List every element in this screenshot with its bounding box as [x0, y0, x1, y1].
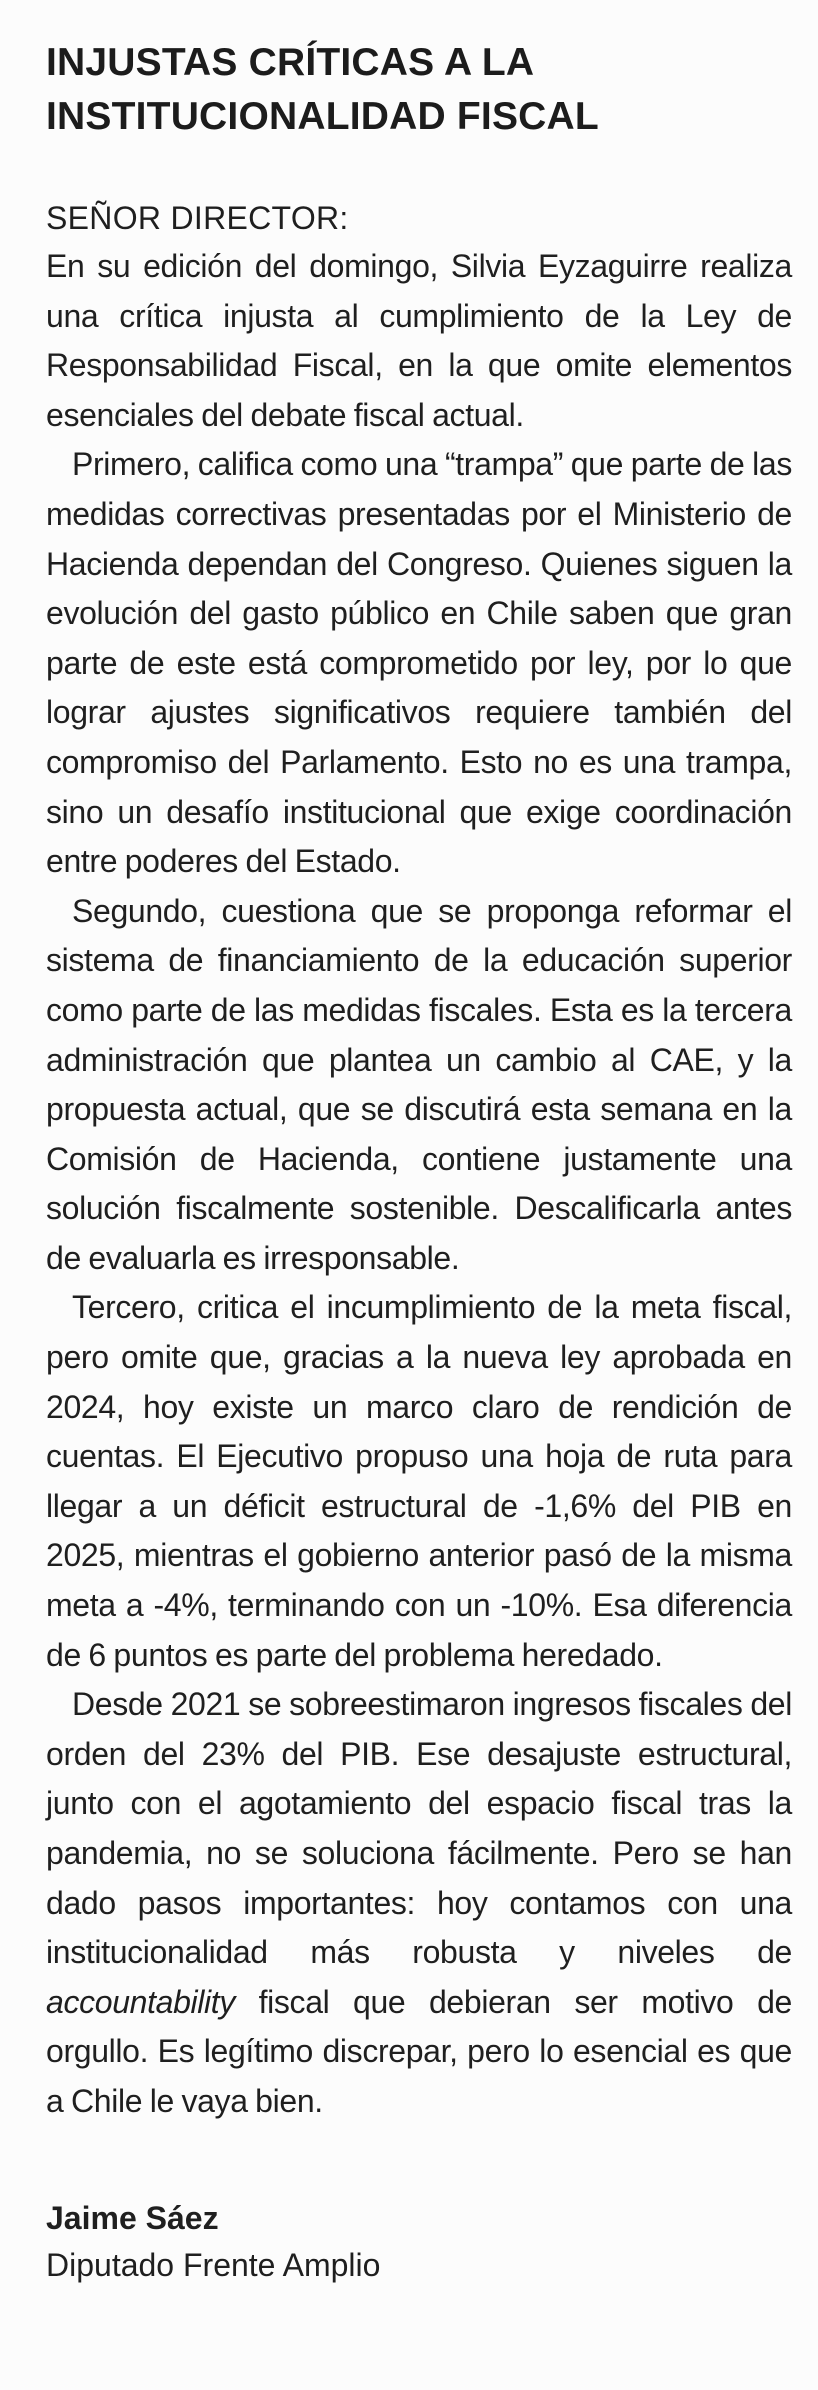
author-name: Jaime Sáez [46, 2199, 219, 2236]
headline-line-2: INSTITUCIONALIDAD FISCAL [46, 95, 599, 138]
paragraph-5-text-b: fiscal que debieran ser motivo de orgullo. Es legítimo discrepar, pero lo esencial es que a Chile le vaya bien. [46, 1983, 792, 2119]
paragraph-5 [46, 1680, 792, 2126]
salutation: SEÑOR DIRECTOR: [46, 200, 349, 236]
headline-line-1: INJUSTAS CRÍTICAS A LA [46, 41, 535, 84]
paragraph-5-text-a: Desde 2021 se sobreestimaron ingresos fiscales del orden del 23% del PIB. Ese desajuste estructural, junto con el agotamiento del espacio fiscal tras la pandemia, no se soluciona fácilmente. Pero se han dado pasos importantes: hoy contamos con una institucionalidad más robusta y niveles de [46, 1686, 792, 1971]
headline [46, 36, 792, 144]
paragraph-3: Segundo, cuestiona que se proponga reformar el sistema de financiamiento de la educación superior como parte de las medidas fiscales. Esta es la tercera administración que plantea un cambio al CAE, y la propuesta actual, que se discutirá esta semana en la Comisión de Hacienda, contiene justamente una solución fiscalmente sostenible. Descalificarla antes de evaluarla es irresponsable. [46, 892, 792, 1276]
paragraph-2: Primero, califica como una “trampa” que parte de las medidas correctivas presentadas por el Ministerio de Hacienda dependan del Congreso. Quienes siguen la evolución del gasto público en Chile saben que gran parte de este está comprometido por ley, por lo que lograr ajustes significativos requiere también del compromiso del Parlamento. Esto no es una trampa, sino un desafío institucional que exige coordinación entre poderes del Estado. [46, 446, 792, 880]
paragraph-5-italic-term: accountability [46, 1983, 235, 2020]
paragraph-4: Tercero, critica el incumplimiento de la meta fiscal, pero omite que, gracias a la nueva ley aprobada en 2024, hoy existe un marco claro de rendición de cuentas. El Ejecutivo propuso una hoja de ruta para llegar a un déficit estructural de -1,6% del PIB en 2025, mientras el gobierno anterior pasó de la misma meta a -4%, terminando con un -10%. Esa diferencia de 6 puntos es parte del problema heredado. [46, 1289, 792, 1673]
paragraph-1: En su edición del domingo, Silvia Eyzaguirre realiza una crítica injusta al cumplimiento de la Ley de Responsabilidad Fiscal, en la que omite elementos esenciales del debate fiscal actual. [46, 248, 792, 433]
letter-body [46, 196, 792, 2127]
signature-block [46, 2195, 792, 2289]
author-role: Diputado Frente Amplio [46, 2246, 381, 2283]
